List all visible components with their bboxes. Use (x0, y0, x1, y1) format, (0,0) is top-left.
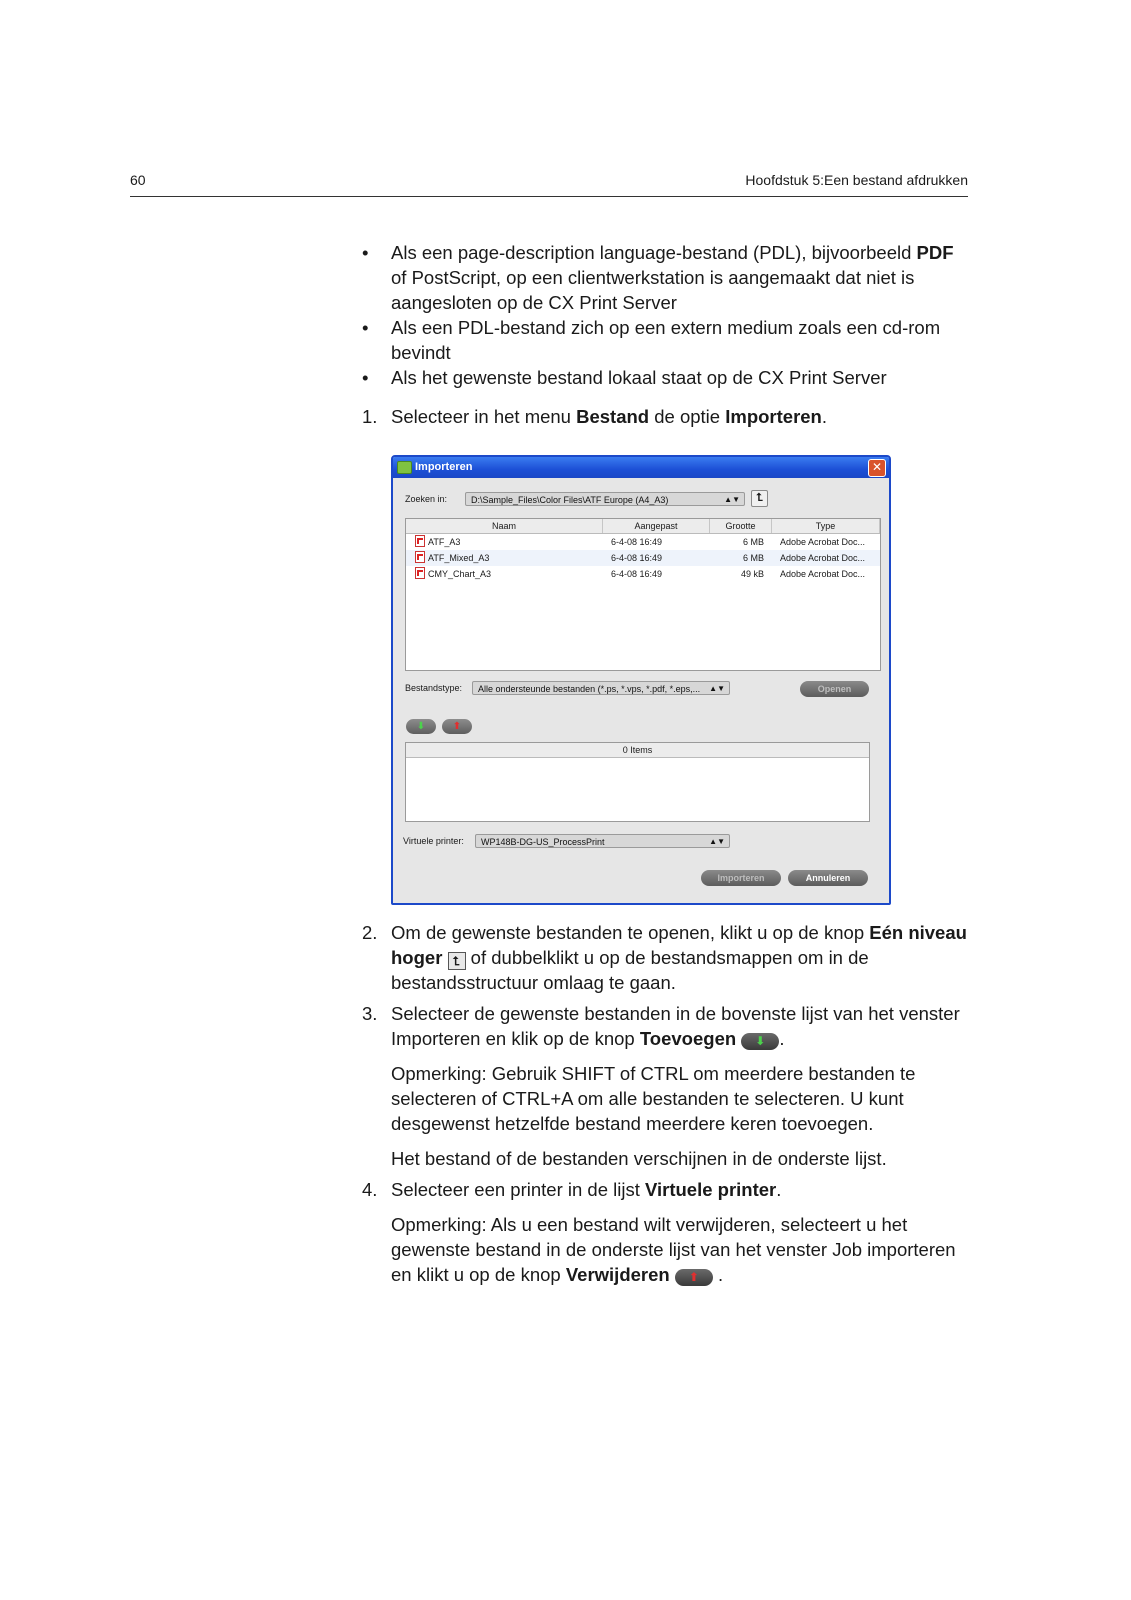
dialog-titlebar (393, 457, 889, 478)
file-list[interactable] (405, 518, 881, 671)
pdf-file-icon (415, 535, 425, 547)
pdf-file-icon (415, 551, 425, 563)
add-down-arrow-icon: ⬇ (741, 1033, 779, 1050)
up-one-level-button[interactable] (751, 490, 768, 507)
page-header (130, 172, 968, 197)
result-paragraph: Het bestand of de bestanden verschijnen in de onderste lijst. (391, 1148, 887, 1169)
import-button[interactable]: Importeren (701, 870, 781, 886)
dialog-title: Importeren (415, 461, 473, 473)
file-row[interactable]: ATF_Mixed_A3 6-4-08 16:49 6 MB Adobe Acrobat Doc... (406, 550, 880, 566)
step-4: 4. Selecteer een printer in de lijst Virtuele printer. (362, 1179, 782, 1200)
bullet-item: • Als een PDL-bestand zich op een extern medium zoals een cd-rom bevindt (362, 317, 941, 363)
step-3: 3. Selecteer de gewenste bestanden in de bovenste lijst van het venster Importeren en klik op de knop Toevoegen ⬇ . (362, 1003, 960, 1049)
import-app-icon (397, 461, 412, 474)
col-header-name[interactable]: Naam (406, 519, 603, 533)
virtual-printer-combo[interactable]: WP148B-DG-US_ProcessPrint ▲▼ (475, 834, 730, 848)
add-button[interactable] (406, 719, 436, 734)
file-row[interactable]: CMY_Chart_A3 6-4-08 16:49 49 kB Adobe Acrobat Doc... (406, 566, 880, 582)
note-multi-select: Opmerking: Gebruik SHIFT of CTRL om meerdere bestanden te selecteren of CTRL+A om alle bestanden te selecteren. U kunt desgewenst hetzelfde bestand meerdere keren toevoegen. (391, 1063, 916, 1134)
steps-content (362, 920, 972, 1287)
import-dialog (391, 455, 891, 905)
virtual-printer-label: Virtuele printer: (403, 836, 464, 846)
filetype-combo[interactable]: Alle ondersteunde bestanden (*.ps, *.vps, *.pdf, *.eps,... ▲▼ (472, 681, 730, 695)
import-queue-header (406, 743, 869, 758)
page-number: 60 (130, 172, 146, 188)
col-header-modified[interactable]: Aangepast (603, 519, 710, 533)
file-row[interactable]: ATF_A3 6-4-08 16:49 6 MB Adobe Acrobat Doc... (406, 534, 880, 550)
add-down-arrow-icon: ⬇ (416, 721, 426, 732)
up-arrow-icon: ⮤ (756, 492, 763, 504)
cancel-button[interactable]: Annuleren (788, 870, 868, 886)
bullet-item: • Als het gewenste bestand lokaal staat op de CX Print Server (362, 367, 887, 388)
col-header-type[interactable]: Type (772, 519, 880, 533)
main-content (362, 240, 972, 429)
file-list-header (406, 519, 880, 534)
step-1: 1. Selecteer in het menu Bestand de optie Importeren. (362, 406, 828, 427)
remove-up-arrow-icon: ⬆ (452, 721, 462, 732)
look-in-label: Zoeken in: (405, 494, 448, 504)
remove-button[interactable] (442, 719, 472, 734)
look-in-combo[interactable]: D:\Sample_Files\Color Files\ATF Europe (A4_A3) ▲▼ (465, 492, 745, 506)
items-count: 0 Items (622, 745, 653, 755)
chapter-title: Hoofdstuk 5:Een bestand afdrukken (745, 172, 968, 188)
col-header-size[interactable]: Grootte (710, 519, 772, 533)
up-one-level-icon: ⮤ (448, 952, 466, 970)
open-button[interactable]: Openen (800, 681, 869, 697)
remove-up-arrow-icon: ⬆ (675, 1269, 713, 1286)
bullet-item: • Als een page-description language-bestand (PDL), bijvoorbeeld PDF of PostScript, op een clientwerkstation is aangemaakt dat niet is aangesloten op de CX Print Server (362, 242, 954, 313)
import-queue-list[interactable] (405, 742, 870, 822)
filetype-label: Bestandstype: (405, 683, 463, 693)
pdf-file-icon (415, 567, 425, 579)
step-2: 2. Om de gewenste bestanden te openen, klikt u op de knop Eén niveau hoger ⮤ of dubbelklikt u op de bestandsmappen om in de bestandsstructuur omlaag te gaan. (362, 922, 967, 993)
note-remove: Opmerking: Als u een bestand wilt verwijderen, selecteert u het gewenste bestand in de onderste lijst van het venster Job importeren en klikt u op de knop Verwijderen ⬆ . (391, 1214, 956, 1285)
close-icon[interactable]: ✕ (868, 459, 886, 477)
